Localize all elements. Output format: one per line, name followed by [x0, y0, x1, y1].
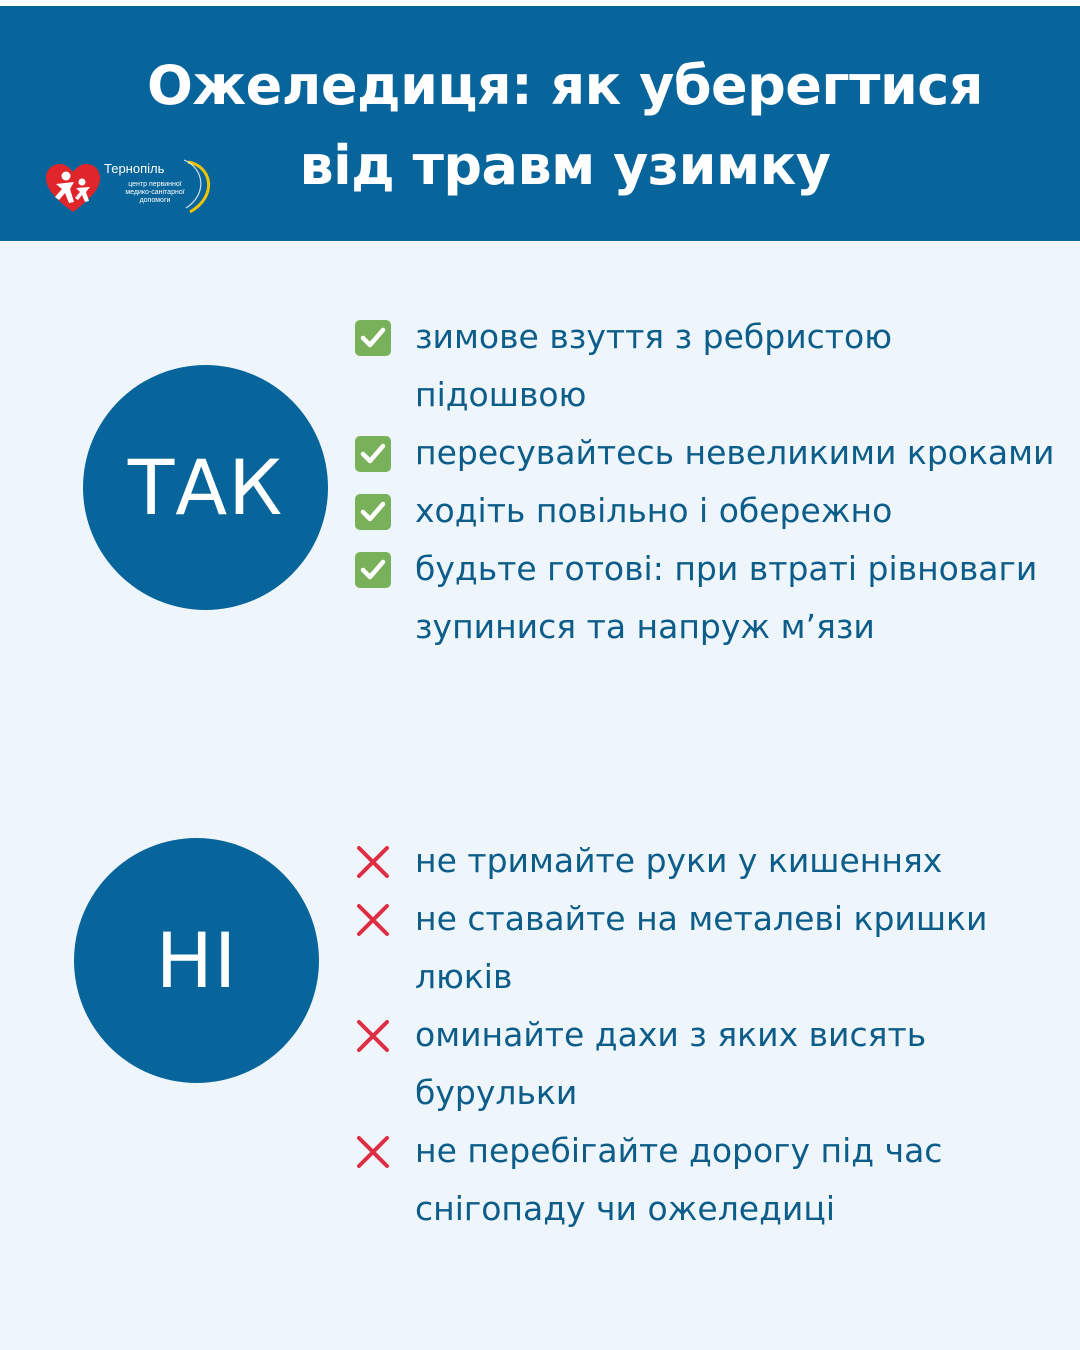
no-item-text: не перебігайте дорогу під час снігопаду чи ожеледиці	[415, 1131, 943, 1228]
cross-mark-icon	[355, 1018, 391, 1054]
logo-city: Тернопіль	[104, 161, 165, 176]
yes-list-item	[355, 482, 1055, 540]
page-title-line1: Ожеледиця: як уберегтися	[147, 54, 983, 117]
yes-item-text: будьте готові: при втраті рівноваги зупинися та напруж м’язи	[415, 549, 1038, 646]
no-item-text: не тримайте руки у кишеннях	[415, 841, 943, 880]
yes-label: ТАК	[127, 443, 284, 532]
logo-subtitle-line3: допомоги	[139, 197, 171, 204]
page-title	[110, 46, 1020, 206]
no-list-item	[355, 832, 1055, 890]
page-title-line2: від травм узимку	[299, 134, 831, 197]
header-banner	[0, 6, 1080, 241]
check-mark-button-icon	[355, 494, 391, 530]
yes-item-text: зимове взуття з ребристою підошвою	[415, 317, 893, 414]
yes-list	[355, 308, 1055, 656]
no-item-text: не ставайте на металеві кришки люків	[415, 899, 988, 996]
yes-list-item	[355, 424, 1055, 482]
no-label: НІ	[155, 916, 238, 1005]
no-item-text: оминайте дахи з яких висять бурульки	[415, 1015, 927, 1112]
check-mark-button-icon	[355, 320, 391, 356]
no-list-item	[355, 1122, 1055, 1238]
yes-circle	[83, 365, 328, 610]
cross-mark-icon	[355, 902, 391, 938]
check-mark-button-icon	[355, 436, 391, 472]
cross-mark-icon	[355, 844, 391, 880]
no-circle	[74, 838, 319, 1083]
logo-subtitle-line2: медико-санітарної	[125, 189, 185, 196]
yes-item-text: ходіть повільно і обережно	[415, 491, 893, 530]
heart-family-icon	[44, 162, 102, 214]
yes-list-item	[355, 308, 1055, 424]
no-list-item	[355, 1006, 1055, 1122]
no-list	[355, 832, 1055, 1238]
no-list-item	[355, 890, 1055, 1006]
cross-mark-icon	[355, 1134, 391, 1170]
yes-item-text: пересувайтесь невеликими кроками	[415, 433, 1055, 472]
yes-list-item	[355, 540, 1055, 656]
logo-subtitle-line1: центр первинної	[128, 181, 182, 188]
check-mark-button-icon	[355, 552, 391, 588]
